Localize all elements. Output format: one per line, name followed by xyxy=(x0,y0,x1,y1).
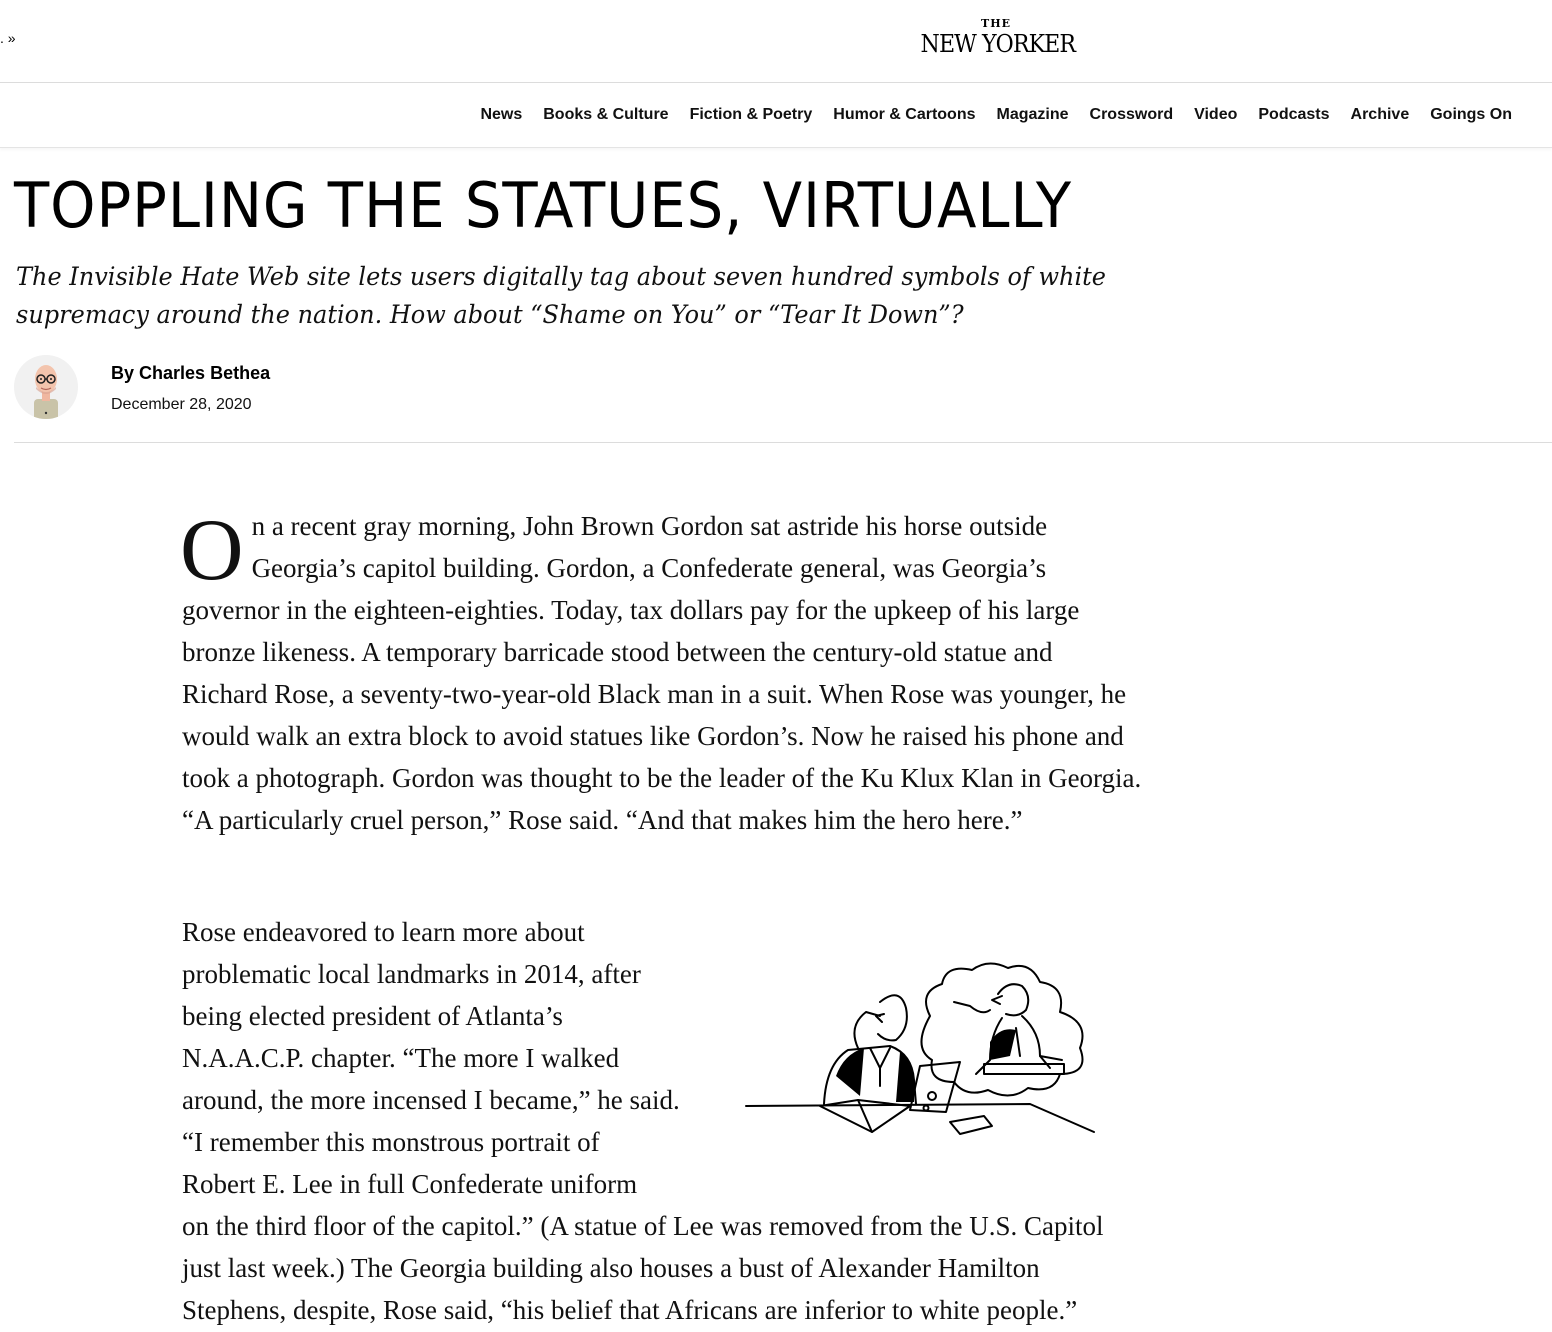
author-avatar[interactable] xyxy=(14,355,78,419)
byline xyxy=(111,363,270,384)
article-dek: The Invisible Hate Web site lets users digitally tag about seven hundred symbols of white supremacy around the nation. How about “Shame on You” or “Tear It Down”? xyxy=(16,262,1106,329)
paragraph-2-line: Rose endeavored to learn more about xyxy=(182,917,585,947)
nav-item-podcasts[interactable]: Podcasts xyxy=(1258,106,1330,123)
article-paragraph-1 xyxy=(180,502,1142,841)
nav-list xyxy=(480,106,1512,124)
paragraph-2-line: problematic local landmarks in 2014, after xyxy=(182,959,641,989)
breadcrumb[interactable]: . » xyxy=(0,30,16,46)
logo-name: NEW YORKER xyxy=(920,30,1076,58)
article-paragraph-3 xyxy=(182,1205,1182,1331)
paragraph-2-line: N.A.A.C.P. chapter. “The more I walked xyxy=(182,1043,620,1073)
nav-item-crossword[interactable]: Crossword xyxy=(1089,106,1174,123)
nav-item-fiction-poetry[interactable]: Fiction & Poetry xyxy=(689,106,813,123)
nav-item-magazine[interactable]: Magazine xyxy=(996,106,1069,123)
paragraph-2-line: “I remember this monstrous portrait of xyxy=(182,1127,600,1157)
author-avatar-illustration xyxy=(14,355,78,419)
article-headline: TOPPLING THE STATUES, VIRTUALLY xyxy=(14,169,1073,242)
paragraph-1-text: n a recent gray morning, John Brown Gordon sat astride his horse outside Georgia’s capitol building. Gordon, a Confederate general, was Georgia’s governor in the eighteen-eighties. Today, tax dollars pay for the upkeep of his large bronze likeness. A temporary barricade stood between the century-old statue and Richard Rose, a seventy-two-year-old Black man in a suit. When Rose was younger, he would walk an extra block to avoid statues like Gordon’s. Now he raised his phone and took a photograph. Gordon was thought to be the leader of the Ku Klux Klan in Georgia. “A particularly cruel person,” Rose said. “And that makes him the hero here.” xyxy=(182,511,1142,835)
paragraph-3-line: Stephens, despite, Rose said, “his belief that Africans are inferior to white people.” xyxy=(182,1295,1078,1325)
publish-date: December 28, 2020 xyxy=(111,396,252,413)
new-yorker-logo[interactable] xyxy=(914,18,1078,58)
logo-the: THE xyxy=(981,17,1011,30)
nav-item-books-culture[interactable]: Books & Culture xyxy=(543,106,669,123)
paragraph-3-line: just last week.) The Georgia building also houses a bust of Alexander Hamilton xyxy=(182,1253,1040,1283)
masthead xyxy=(0,0,1552,83)
paragraph-2-line: Robert E. Lee in full Confederate uniform xyxy=(182,1169,638,1199)
byline-prefix: By xyxy=(111,363,135,383)
nav-item-news[interactable]: News xyxy=(480,106,523,123)
nav-item-video[interactable]: Video xyxy=(1194,106,1238,123)
nav-item-archive[interactable]: Archive xyxy=(1350,106,1410,123)
author-name[interactable]: Charles Bethea xyxy=(139,363,271,383)
cartoon-illustration xyxy=(740,956,1100,1140)
drop-cap: O xyxy=(180,502,244,599)
paragraph-2-line: around, the more incensed I became,” he said. xyxy=(182,1085,680,1115)
paragraph-2-line: being elected president of Atlanta’s xyxy=(182,1001,563,1031)
nav-item-goings-on[interactable]: Goings On xyxy=(1430,106,1512,123)
paragraph-3-line: on the third floor of the capitol.” (A statue of Lee was removed from the U.S. Capitol xyxy=(182,1211,1104,1241)
nav-item-humor-cartoons[interactable]: Humor & Cartoons xyxy=(833,106,976,123)
main-nav xyxy=(0,83,1552,148)
article-paragraph-2 xyxy=(182,911,702,1205)
byline-divider xyxy=(14,442,1552,443)
